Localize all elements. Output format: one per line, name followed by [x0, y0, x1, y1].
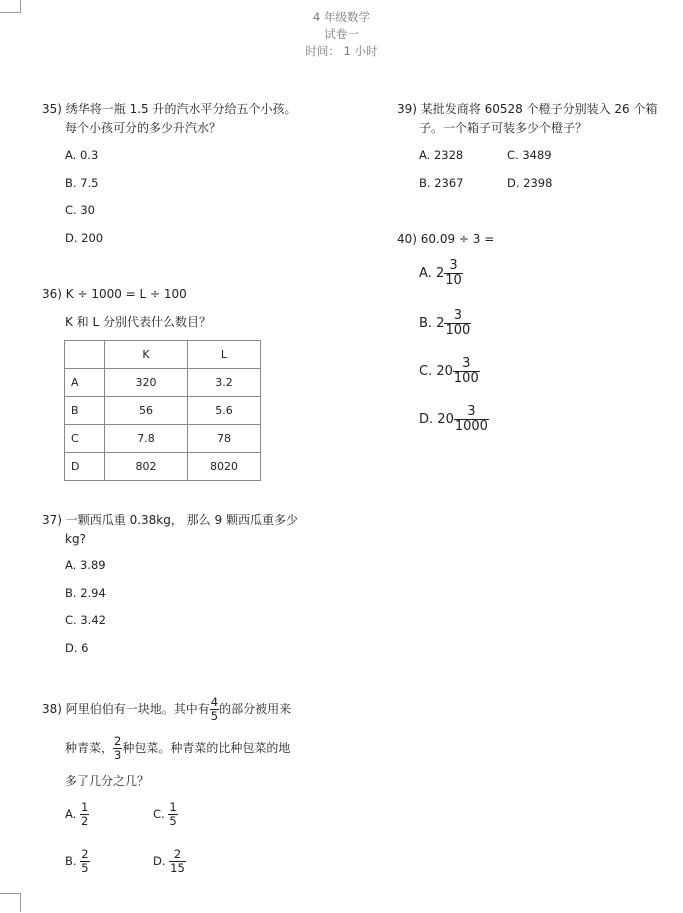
q38-line2-post: 种包菜。种青菜的比种包菜的地	[122, 741, 291, 755]
table-cell-k: 802	[105, 453, 188, 481]
exam-paper-title: 试卷一	[324, 27, 359, 41]
q35-option-a[interactable]: A. 0.3	[65, 148, 99, 162]
q38-option-b[interactable]	[65, 848, 90, 875]
option-label: B.	[65, 854, 77, 868]
mixed-number-whole: 2	[435, 266, 445, 281]
q35-option-b[interactable]: B. 7.5	[65, 176, 99, 190]
table-cell-l: 78	[188, 425, 261, 453]
fraction-numerator: 3	[462, 356, 471, 371]
fraction	[169, 848, 186, 875]
table-header-row	[65, 341, 261, 369]
fraction-numerator: 3	[449, 258, 458, 273]
q40-option-d[interactable]	[419, 405, 489, 434]
table-cell-l: 5.6	[188, 397, 261, 425]
table-cell-option: D	[65, 453, 105, 481]
table-cell-k: 7.8	[105, 425, 188, 453]
table-row[interactable]	[65, 369, 261, 397]
q38-line1-post: 的部分被用来	[219, 702, 292, 716]
fraction-denominator: 3	[114, 748, 122, 762]
table-cell-l: 8020	[188, 453, 261, 481]
q39-text-line2: 子。一个箱子可装多少个橙子？	[419, 121, 588, 135]
fraction-denominator: 5	[81, 861, 89, 875]
option-label: A.	[65, 807, 77, 821]
q38-line1-pre: 38) 阿里伯伯有一块地。其中有	[42, 702, 210, 716]
option-label: D.	[419, 412, 434, 427]
q37-option-b[interactable]: B. 2.94	[65, 586, 106, 600]
table-cell-option: C	[65, 425, 105, 453]
table-cell-l: 3.2	[188, 369, 261, 397]
q39-text-line1: 39) 某批发商将 60528 个橙子分别装入 26 个箱	[397, 102, 658, 116]
fraction-numerator: 2	[173, 847, 182, 861]
q40-option-a[interactable]	[419, 259, 463, 288]
q38-option-a[interactable]	[65, 801, 89, 828]
fraction	[444, 259, 463, 288]
fraction	[454, 405, 489, 434]
fraction-numerator: 1	[80, 800, 89, 814]
q36-options-table	[64, 340, 261, 481]
q38-text-line3: 多了几分之几？	[65, 774, 150, 788]
q39-option-b[interactable]: B. 2367	[419, 176, 464, 190]
table-header-cell-k: K	[105, 341, 188, 369]
corner-mark-bottom-left	[0, 893, 21, 912]
fraction	[453, 357, 480, 386]
fraction	[168, 801, 177, 828]
q38-option-c[interactable]	[153, 801, 178, 828]
q36-question: K 和 L 分别代表什么数目？	[65, 315, 211, 329]
q35-text-line1: 35) 绣华将一瓶 1.5 升的汽水平分给五个小孩。	[42, 102, 297, 116]
table-cell-option: B	[65, 397, 105, 425]
option-label: D.	[153, 854, 166, 868]
q38-line2-pre: 种青菜，	[65, 741, 114, 755]
q40-option-c[interactable]	[419, 357, 480, 386]
table-cell-k: 56	[105, 397, 188, 425]
table-row[interactable]	[65, 425, 261, 453]
option-label: B.	[419, 316, 433, 331]
q39-option-a[interactable]: A. 2328	[419, 148, 464, 162]
q35-text-line2: 每个小孩可分的多少升汽水？	[65, 121, 222, 135]
fraction	[444, 309, 471, 338]
q35-option-c[interactable]: C. 30	[65, 203, 95, 217]
q37-option-c[interactable]: C. 3.42	[65, 613, 106, 627]
q35-option-d[interactable]: D. 200	[65, 231, 104, 245]
q37-option-a[interactable]: A. 3.89	[65, 558, 106, 572]
fraction	[80, 848, 89, 875]
q39-option-d[interactable]: D. 2398	[507, 176, 553, 190]
q36-equation: 36) K ÷ 1000 = L ÷ 100	[42, 287, 187, 301]
q37-option-d[interactable]: D. 6	[65, 641, 89, 655]
table-row[interactable]	[65, 397, 261, 425]
option-label: A.	[419, 266, 432, 281]
q37-text-line2: kg?	[65, 532, 86, 546]
fraction-denominator: 5	[169, 814, 177, 828]
table-header-cell	[65, 341, 105, 369]
fraction-numerator: 4	[210, 695, 219, 709]
fraction-denominator: 2	[80, 814, 89, 828]
fraction-numerator: 3	[453, 308, 463, 323]
option-label: C.	[419, 364, 433, 379]
exam-subject: 4 年级数学	[313, 10, 370, 24]
mixed-number-whole: 20	[437, 412, 454, 427]
fraction-denominator: 10	[445, 273, 462, 288]
q40-equation: 40) 60.09 ÷ 3 =	[397, 232, 495, 246]
exam-time: 时间： 1 小时	[305, 44, 378, 58]
table-cell-k: 320	[105, 369, 188, 397]
q38-option-d[interactable]	[153, 848, 186, 875]
option-label: C.	[153, 807, 165, 821]
fraction	[210, 696, 219, 723]
q37-text-line1: 37) 一颗西瓜重 0.38kg， 那么 9 颗西瓜重多少	[42, 513, 298, 527]
fraction-numerator: 1	[169, 800, 177, 814]
mixed-number-whole: 20	[436, 364, 453, 379]
table-header-cell-l: L	[188, 341, 261, 369]
fraction-denominator: 100	[445, 323, 471, 338]
table-cell-option: A	[65, 369, 105, 397]
q38-text-line2	[65, 735, 290, 762]
fraction-denominator: 15	[170, 861, 185, 875]
table-row[interactable]	[65, 453, 261, 481]
q39-option-c[interactable]: C. 3489	[507, 148, 552, 162]
fraction	[80, 801, 89, 828]
mixed-number-whole: 2	[436, 316, 445, 331]
fraction-denominator: 5	[210, 709, 219, 723]
fraction-numerator: 2	[114, 734, 122, 748]
fraction-numerator: 2	[81, 847, 89, 861]
fraction-denominator: 1000	[454, 419, 488, 434]
fraction-numerator: 3	[467, 404, 476, 419]
q38-text-line1	[42, 696, 291, 723]
fraction	[113, 735, 122, 762]
fraction-denominator: 100	[453, 371, 479, 386]
q40-option-b[interactable]	[419, 309, 471, 338]
